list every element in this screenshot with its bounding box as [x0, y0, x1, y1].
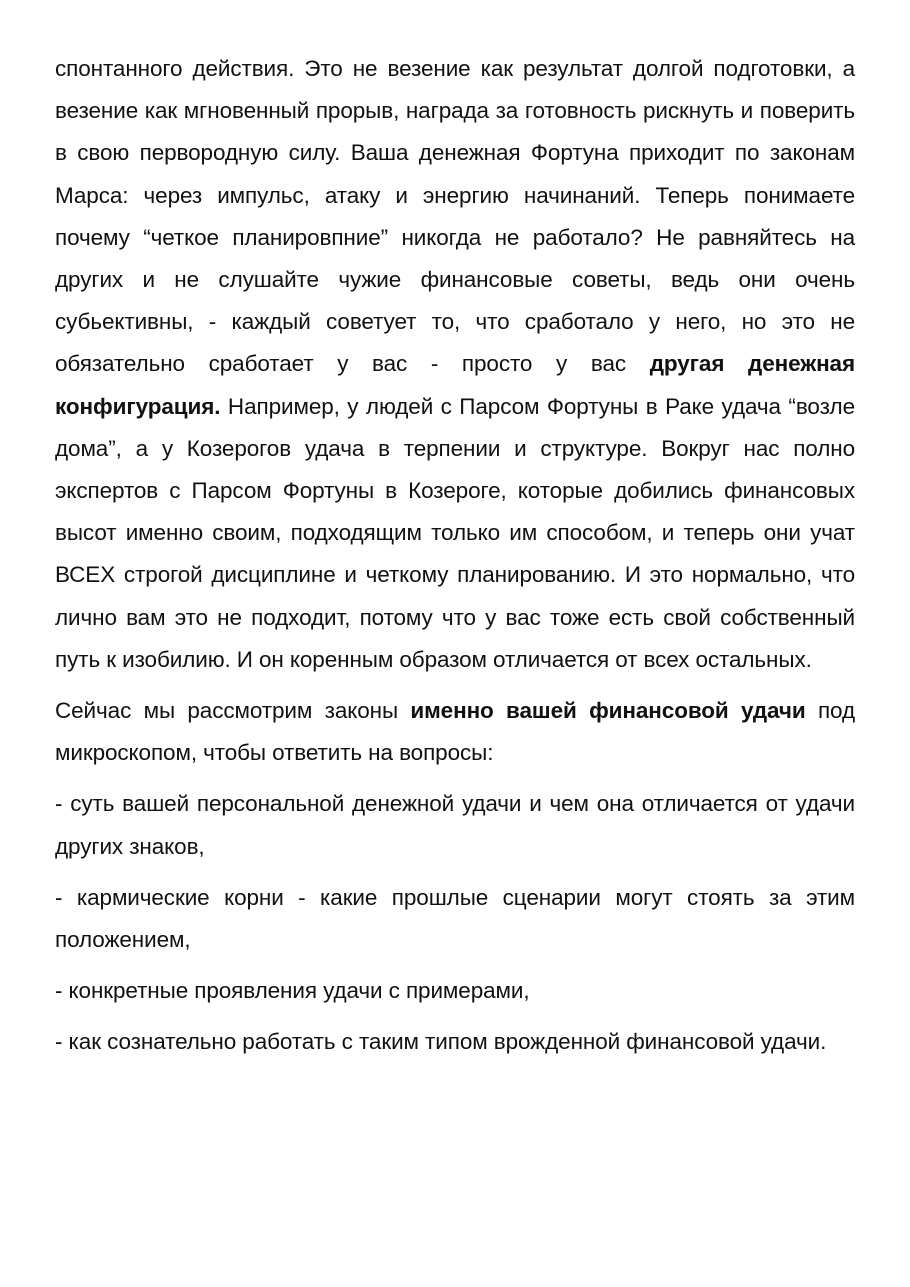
text-run: спонтанного действия. Это не везение как результат долгой подготовки, а везение как мгновенный прорыв, награда за готовность рискнуть и поверить в свою первородную силу. Ваша денежная Фортуна приходит по законам Марса: через импульс, атаку и энергию начинаний. Теперь понимаете почему “четкое планировпние” никогда не работало? Не равняйтесь на других и не слушайте чужие финансовые советы, ведь они очень субьективны, - каждый советует то, что сработало у него, но это не обязательно сработает у вас - просто у вас [55, 56, 855, 377]
bold-phrase: именно вашей финансовой удачи [410, 698, 806, 724]
text-run: Сейчас мы рассмотрим законы [55, 698, 411, 724]
list-item-karmic-roots [55, 877, 855, 961]
text-run: - суть вашей персональной денежной удачи и чем она отличается от удачи других знаков, [55, 791, 855, 859]
document-page [55, 48, 855, 1064]
list-item-essence [55, 783, 855, 867]
paragraph-fortune-intro [55, 48, 855, 681]
text-run: под микроскопом, чтобы ответить на вопросы: [55, 698, 855, 766]
list-item-working-with-luck [55, 1021, 855, 1063]
text-run: - кармические корни - какие прошлые сценарии могут стоять за этим положением, [55, 884, 855, 953]
bold-phrase: другая денежная конфигурация. [55, 351, 856, 419]
text-run: - конкретные проявления удачи с примерами, [55, 978, 530, 1004]
text-run: - как сознательно работать с таким типом врожденной финансовой удачи. [55, 1029, 827, 1055]
text-run: Например, у людей с Парсом Фортуны в Раке удача “возле дома”, а у Козерогов удача в терпении и структуре. Вокруг нас полно экспертов с Парсом Фортуны в Козероге, которые добились финансовых высот именно своим, подходящим только им способом, и теперь они учат ВСЕХ строгой дисциплине и четкому планированию. И это нормально, что лично вам это не подходит, потому что у вас тоже есть свой собственный путь к изобилию. И он коренным образом отличается от всех остальных. [55, 393, 855, 672]
list-item-manifestations [55, 970, 855, 1012]
paragraph-questions-lead [55, 690, 855, 774]
